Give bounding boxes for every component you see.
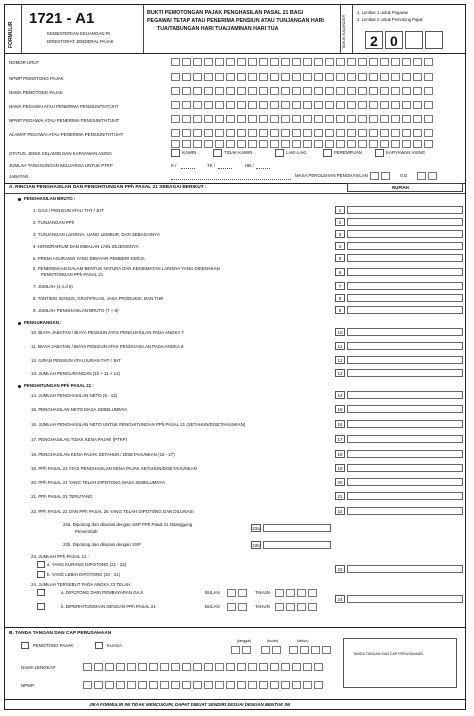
row-9-amount[interactable] bbox=[347, 306, 463, 314]
label-tk: TK / bbox=[207, 163, 216, 168]
row-22a-label: 22a. Dipotong dan dilunasi dengan SSP PPh Pasal 21 Ditanggung bbox=[63, 522, 193, 527]
row-8-number: 8 bbox=[335, 294, 345, 302]
row-19-label: 19. PPh PASAL 21 ATAS PENGHASILAN KENA PAJAK SETAHUN/DISETAHUNKAN bbox=[31, 466, 197, 471]
year-digit-3[interactable] bbox=[405, 31, 423, 49]
label-tahun: (tahun) bbox=[297, 639, 309, 643]
input-24a-tahun[interactable] bbox=[275, 589, 317, 597]
row-10-number: 10 bbox=[335, 328, 345, 336]
row-17-amount[interactable] bbox=[347, 435, 463, 443]
row-13-number: 13 bbox=[335, 369, 345, 377]
row-22b-amount[interactable] bbox=[263, 541, 331, 549]
row-17-number: 17 bbox=[335, 435, 345, 443]
checkbox-23a[interactable] bbox=[37, 561, 45, 568]
row-23-amount[interactable] bbox=[347, 565, 463, 573]
row-24-number: 24 bbox=[335, 595, 345, 603]
period-label: MASA PEROLEHAN PENGHASILAN bbox=[295, 173, 368, 178]
year-digit-1-text: 2 bbox=[370, 33, 378, 49]
row-21-number: 21 bbox=[335, 492, 345, 500]
row-14-label: 14. JUMLAH PENGHASILAN NETO (9 - 13) bbox=[31, 393, 118, 398]
label-hb: HB / bbox=[245, 163, 254, 168]
footer-note: JIKA FORMULIR INI TIDAK MENCUKUPI, DAPAT DIBUAT SENDIRI SESUAI DENGAN BENTUK INI bbox=[89, 702, 291, 707]
bruto-header: PENGHASILAN BRUTO : bbox=[24, 196, 76, 201]
checkbox-kawin[interactable] bbox=[171, 149, 180, 157]
checkbox-perempuan[interactable] bbox=[323, 149, 332, 157]
row-2-amount[interactable] bbox=[347, 218, 463, 226]
marital-label: STATUS, JENIS KELAMIN DAN KARYAWAN ASING bbox=[9, 151, 112, 156]
row-9-number: 9 bbox=[335, 306, 345, 314]
year-digit-1[interactable] bbox=[365, 31, 383, 49]
row-9-label: 9. JUMLAH PENGHASILAN BRUTO (7 + 8) bbox=[33, 308, 119, 313]
input-alamat-pegawai[interactable] bbox=[171, 129, 433, 137]
row-12-amount[interactable] bbox=[347, 356, 463, 364]
row-8-amount[interactable] bbox=[347, 294, 463, 302]
row-1-amount[interactable] bbox=[347, 206, 463, 214]
footer bbox=[5, 699, 465, 710]
copy-1: 1. Lembar 1 untuk Pegawai bbox=[357, 10, 408, 15]
input-24b-tahun[interactable] bbox=[275, 603, 317, 611]
checkbox-24b[interactable] bbox=[37, 603, 45, 610]
field-nomor-urut: NOMOR URUT bbox=[9, 60, 40, 65]
input-npwp[interactable] bbox=[83, 681, 323, 689]
title-line1: BUKTI PEMOTONGAN PAJAK PENGHASILAN PASAL 21 BAGI bbox=[147, 10, 304, 16]
row-5-number: 5 bbox=[335, 254, 345, 262]
copy-2: 2. Lembar 2 untuk Pemotong Pajak bbox=[357, 17, 423, 22]
row-22-amount[interactable] bbox=[347, 507, 463, 515]
row-22a-label-2: Pemerintah bbox=[75, 529, 98, 534]
row-17-label: 17. PENGHASILAN TIDAK KENA PAJAK (PTKP) bbox=[31, 437, 127, 442]
label-nama: NAMA LENGKAP bbox=[21, 665, 56, 670]
row-4-label: 4. HONORARIUM DAN IMBALAN LAIN SEJENISNYA bbox=[33, 244, 139, 249]
input-nama-lengkap[interactable] bbox=[83, 663, 323, 671]
row-6-label: 6. PENERIMAAN DALAM BENTUK NATURA DAN KENIKMATAN LAINNYA YANG DIKENAKAN bbox=[33, 266, 220, 271]
rupiah-header-text: RUPIAH bbox=[392, 185, 409, 190]
row-7-amount[interactable] bbox=[347, 282, 463, 290]
input-period-end[interactable] bbox=[417, 172, 437, 180]
row-24b-tahun: TAHUN bbox=[255, 604, 270, 609]
row-15-number: 15 bbox=[335, 405, 345, 413]
row-5-amount[interactable] bbox=[347, 254, 463, 262]
label-karyawan-asing: KARYAWAN ASING bbox=[386, 150, 426, 155]
title-line2: PEGAWAI TETAP ATAU PENERIMA PENSIUN ATAU TUNJANGAN HARI bbox=[147, 18, 324, 24]
row-23-number: 23 bbox=[335, 565, 345, 573]
row-10-label: 10. BIAYA JABATAN / BIAYA PENSIUN ATAS PENGHASILAN PADA ANGKA 7 bbox=[31, 330, 184, 335]
row-20-amount[interactable] bbox=[347, 478, 463, 486]
input-period-start[interactable] bbox=[370, 172, 390, 180]
row-23b-label: b. YANG LEBIH DIPOTONG (22 - 21) bbox=[47, 572, 121, 577]
input-nomor-urut[interactable] bbox=[171, 58, 433, 66]
input-24a-bulan[interactable] bbox=[227, 589, 247, 597]
row-15-label: 15. PENGHASILAN NETO MASA SEBELUMNYA bbox=[31, 407, 128, 412]
signature-box[interactable] bbox=[343, 638, 457, 688]
field-npwp-pegawai: NPWP PEGAWAI ATAU PENERIMA PENSIUN/THT/JHT bbox=[9, 118, 120, 123]
row-6-label-2: PEMOTONGAN PPh PASAL 21 bbox=[41, 272, 104, 277]
year-digit-2-text: 0 bbox=[390, 33, 398, 49]
pengurangan-header: PENGURANGAN : bbox=[24, 320, 62, 325]
label-tidak-kawin: TIDAK KAWIN bbox=[224, 150, 253, 155]
row-1-number: 1 bbox=[335, 206, 345, 214]
checkbox-tidak-kawin[interactable] bbox=[213, 149, 222, 157]
field-alamat-pegawai: ALAMAT PEGAWAI ATAU PENERIMA PENSIUN/THT/JHT bbox=[9, 132, 124, 137]
label-tanggal: (tanggal) bbox=[237, 639, 252, 643]
row-12-label: 12. IURAN PENSIUN ATAU IURAN THT / JHT bbox=[31, 358, 121, 363]
row-24a-bulan: BULAN bbox=[205, 590, 220, 595]
input-npwp-pemotong[interactable] bbox=[171, 73, 433, 81]
row-12-number: 12 bbox=[335, 356, 345, 364]
label-kawin: KAWIN bbox=[182, 150, 197, 155]
row-16-amount[interactable] bbox=[347, 420, 463, 428]
row-11-label: 11. BIAYA JABATAN / BIAYA PENSIUN ATAS PENGHASILAN PADA ANGKA 8 bbox=[31, 344, 184, 349]
row-19-number: 19 bbox=[335, 464, 345, 472]
row-7-label: 7. JUMLAH (1 s.d 6) bbox=[33, 284, 73, 289]
row-3-amount[interactable] bbox=[347, 230, 463, 238]
input-tahun[interactable] bbox=[289, 646, 331, 654]
label-ttd: TANDA TANGAN DAN CAP PERUSAHAAN bbox=[353, 652, 424, 656]
row-21-amount[interactable] bbox=[347, 492, 463, 500]
form-label-text: FORMULIR bbox=[8, 21, 14, 48]
label-bulan: (bulan) bbox=[267, 639, 279, 643]
row-18-label: 18. PENGHASILAN KENA PAJAK SETAHUN / DISETAHUNKAN (16 - 17) bbox=[31, 452, 175, 457]
row-1-label: 1. GAJI / PENSIUN ATAU THT / JHT bbox=[33, 208, 105, 213]
form-1721-a1 bbox=[4, 4, 466, 710]
row-22-number: 22 bbox=[335, 507, 345, 515]
header bbox=[5, 5, 465, 54]
row-20-label: 20. PPh PASAL 21 YANG TELAH DIPOTONG MASA SEBELUMNYA bbox=[31, 480, 166, 485]
row-14-number: 14 bbox=[335, 391, 345, 399]
row-5-label: 5. PREMI ASURANSI YANG DIBAYAR PEMBERI KERJA bbox=[33, 256, 145, 261]
input-tanggal[interactable] bbox=[231, 646, 251, 654]
row-23a-label: a. YANG KURANG DIPOTONG (21 - 22) bbox=[47, 562, 127, 567]
section-b bbox=[5, 627, 465, 700]
label-kuasa: KUASA bbox=[107, 643, 122, 648]
checkbox-24a[interactable] bbox=[37, 589, 45, 596]
form-label bbox=[7, 10, 19, 50]
row-6-number: 6 bbox=[335, 268, 345, 276]
row-4-amount[interactable] bbox=[347, 242, 463, 250]
section-a bbox=[5, 183, 465, 623]
input-bulan[interactable] bbox=[261, 646, 281, 654]
row-7-number: 7 bbox=[335, 282, 345, 290]
label-pemotong: PEMOTONG PAJAK bbox=[33, 643, 74, 648]
year-digit-4[interactable] bbox=[425, 31, 443, 49]
field-npwp-pemotong: NPWP PEMOTONG PAJAK bbox=[9, 76, 64, 81]
row-22b-label: 22b. Dipotong dan dilunasi dengan SSP bbox=[63, 542, 141, 547]
input-24b-bulan[interactable] bbox=[227, 603, 247, 611]
label-npwp: NPWP bbox=[21, 683, 35, 688]
row-16-label: 16. JUMLAH PENGHASILAN NETO UNTUK PENGHITUNGAN PPh PASAL 21 (SETAHUN/DISETAHUNKAN) bbox=[31, 422, 246, 427]
row-16-number: 16 bbox=[335, 420, 345, 428]
row-3-number: 3 bbox=[335, 230, 345, 238]
input-npwp-pegawai[interactable] bbox=[171, 115, 433, 123]
row-24-label: 24. JUMLAH TERSEBUT PADA ANGKA 23 TELAH bbox=[31, 582, 131, 587]
year-label bbox=[342, 9, 352, 51]
identity-section bbox=[5, 53, 465, 184]
year-digit-2[interactable] bbox=[385, 31, 403, 49]
row-22a-number: 22a bbox=[252, 526, 260, 531]
label-k: K / bbox=[171, 163, 177, 168]
row-24b-label: b. DIPERHITUNGKAN DENGAN PPh PASAL 21 bbox=[61, 604, 156, 609]
checkbox-kuasa[interactable] bbox=[95, 642, 103, 649]
row-19-amount[interactable] bbox=[347, 464, 463, 472]
rupiah-header bbox=[347, 183, 463, 192]
field-nama-pegawai: NAMA PEGAWAI ATAU PENERIMA PENSIUN/THT/JHT bbox=[9, 104, 119, 109]
input-nama-pegawai[interactable] bbox=[171, 101, 433, 109]
row-4-number: 4 bbox=[335, 242, 345, 250]
row-24-amount[interactable] bbox=[347, 595, 463, 603]
ministry: KEMENTERIAN KEUANGAN RI bbox=[47, 31, 111, 36]
row-10-amount[interactable] bbox=[347, 328, 463, 336]
checkbox-23b[interactable] bbox=[37, 571, 45, 578]
title-line3: TUA/TABUNGAN HARI TUA/JAMINAN HARI TUA bbox=[157, 26, 279, 32]
row-23-label: 23. JUMLAH PPh PASAL 21 : bbox=[31, 554, 89, 559]
row-24a-label: a. DIPOTONG DARI PEMBAYARAN GAJI bbox=[61, 590, 143, 595]
directorate: DIREKTORAT JENDERAL PAJAK bbox=[47, 39, 114, 44]
row-2-number: 2 bbox=[335, 218, 345, 226]
section-b-title: B. TANDA TANGAN DAN CAP PERUSAHAAN bbox=[9, 631, 112, 636]
label-laki: LAKI-LAKI bbox=[286, 150, 307, 155]
row-15-amount[interactable] bbox=[347, 405, 463, 413]
field-nama-pemotong: NAMA PEMOTONG PAJAK bbox=[9, 90, 63, 95]
label-perempuan: PEREMPUAN bbox=[334, 150, 362, 155]
row-22b-number: 22b bbox=[252, 543, 260, 548]
jabatan-label: JABATAN bbox=[9, 174, 29, 179]
row-24b-bulan: BULAN bbox=[205, 604, 220, 609]
checkbox-karyawan-asing[interactable] bbox=[375, 149, 384, 157]
row-20-number: 20 bbox=[335, 478, 345, 486]
row-14-amount[interactable] bbox=[347, 391, 463, 399]
checkbox-laki[interactable] bbox=[275, 149, 284, 157]
checkbox-pemotong[interactable] bbox=[21, 642, 29, 649]
pph-header: PENGHITUNGAN PPh PASAL 21 : bbox=[24, 383, 94, 388]
row-21-label: 21. PPh PASAL 21 TERUTANG bbox=[31, 494, 93, 499]
label-sd: S.D bbox=[400, 173, 408, 178]
row-24a-tahun: TAHUN bbox=[255, 590, 270, 595]
row-22-label: 22. PPh PASAL 21 DAN PPh PASAL 26 YANG TELAH DIPOTONG DAN DILUNASI bbox=[31, 509, 194, 514]
input-nama-pemotong[interactable] bbox=[171, 87, 433, 95]
row-13-amount[interactable] bbox=[347, 369, 463, 377]
form-code: 1721 - A1 bbox=[29, 10, 95, 27]
row-11-amount[interactable] bbox=[347, 342, 463, 350]
input-alamat-pegawai-2[interactable] bbox=[171, 140, 433, 148]
row-6-amount[interactable] bbox=[347, 268, 463, 276]
row-22a-amount[interactable] bbox=[263, 524, 331, 532]
section-a-title: A. RINCIAN PENGHASILAN DAN PENGHITUNGAN PPh PASAL 21 SEBAGAI BERIKUT : bbox=[9, 185, 207, 190]
row-8-label: 8. TANTIEM, BONUS, GRATIFIKASI, JASA PRODUKSI, DAN THR bbox=[33, 296, 164, 301]
row-11-number: 11 bbox=[335, 342, 345, 350]
row-18-amount[interactable] bbox=[347, 450, 463, 458]
dependents-label: JUMLAH TANGGUNGAN KELUARGA UNTUK PTKP bbox=[9, 163, 113, 168]
row-2-label: 2. TUNJANGAN PPh bbox=[33, 220, 75, 225]
row-3-label: 3. TUNJANGAN LAINNYA, UANG LEMBUR, DAN SEBAGAINYA bbox=[33, 232, 160, 237]
row-13-label: 13. JUMLAH PENGURANGAN (10 + 11 + 12) bbox=[31, 371, 120, 376]
row-18-number: 18 bbox=[335, 450, 345, 458]
year-label-text: TAHUN KALENDER bbox=[342, 14, 346, 49]
